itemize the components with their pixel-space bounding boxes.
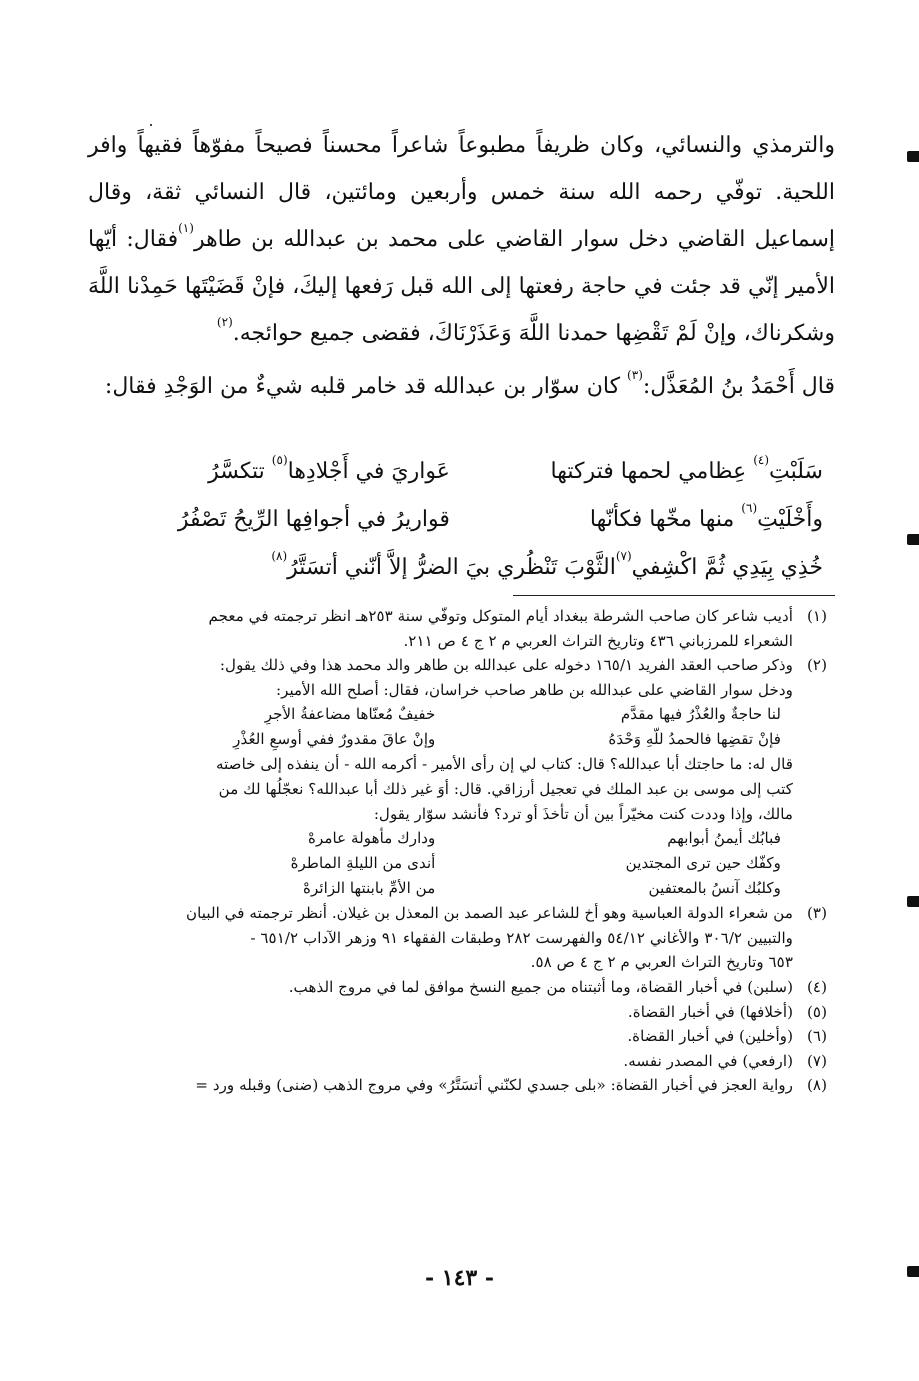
footnote-number: (٢) xyxy=(806,656,827,675)
footnote-marker: (٨) xyxy=(271,548,288,563)
verse-text: عِظامي لحمها فتركتها xyxy=(550,459,747,484)
footnote-number: (٦) xyxy=(806,1027,827,1046)
footnote-verse xyxy=(141,727,781,752)
footnote-verse-text: وكفّك حين ترى المجتدين xyxy=(625,854,781,873)
footnote-line: كتب إلى موسى بن عبد الملك في تعجيل أرزاقي. قال: أوَ غير ذلك أبا عبدالله؟ نعجّلُها لك من xyxy=(218,779,793,798)
verse-text: خُذِي بِيَدِي ثُمَّ اكْشِفي xyxy=(631,555,823,580)
footnote-line: أديب شاعر كان صاحب الشرطة ببغداد أيام المتوكل وتوفّي سنة ٢٥٣هـ انظر ترجمته في معجم xyxy=(208,607,793,625)
footnote-number: (١) xyxy=(806,607,827,625)
footnote-line: (ارفعي) في المصدر نفسه. xyxy=(623,1051,793,1070)
edge-tab-mark xyxy=(907,534,919,545)
poem xyxy=(132,448,823,592)
footnote-marker: (٦) xyxy=(741,500,758,515)
poem-verse xyxy=(132,544,823,592)
footnote-line: الشعراء للمرزباني ٤٣٦ وتاريخ التراث العربي م ٢ ج ٤ ص ٢١١. xyxy=(403,631,793,650)
verse-text: سَلَبْتِ xyxy=(769,459,823,484)
footnote-verse xyxy=(141,876,781,901)
text-line: كان سوّار بن عبدالله قد خامر قلبه شيءٌ من xyxy=(219,374,621,399)
footnote-verse-text: وإنْ عاقَ مقدورٌ ففي أوسعِ العُذْرِ xyxy=(233,730,436,749)
footnote-line: وذكر صاحب العقد الفريد ١٦٥/١ دخوله على عبدالله بن طاهر والد محمد هذا وفي ذلك يقول: xyxy=(219,656,793,675)
poem-hemistich xyxy=(132,544,823,592)
footnote xyxy=(84,1000,827,1025)
footnote-marker: (١) xyxy=(178,220,194,235)
footnote-line: ودخل سوار القاضي على عبدالله بن طاهر صاحب خراسان، فقال: أصلح الله الأمير: xyxy=(275,680,793,699)
footnote-verse-text: خفيفٌ مُعنّاها مضاعفةُ الأجرِ xyxy=(264,705,436,724)
footnote-verse-text: أندى من الليلةِ الماطرهْ xyxy=(290,854,436,873)
footnotes xyxy=(84,604,827,1098)
text-line: الأمير إنّي قد جئت في حاجة رفعتها إلى الله قبل رَفعها إليكَ، فإنْ قَضَيْتَها حَمِدْنا xyxy=(127,274,835,299)
footnote-line: مالك، وإذا وددت كنت مخيّراً بين أن تأخذَ أو ترد؟ فأنشد سوّار يقول: xyxy=(373,804,793,823)
footnote-marker: (٥) xyxy=(271,452,288,467)
edge-tab-mark xyxy=(907,151,919,162)
footnote-verse-text: لنا حاجةٌ والعُذْرُ فيها مقدَّم xyxy=(620,705,781,724)
footnote-marker: (٣) xyxy=(627,367,643,382)
footnote xyxy=(84,1049,827,1074)
verse-text: تتكسَّرُ xyxy=(208,459,265,484)
verse-text: وأَخْلَيْتِ xyxy=(757,507,823,532)
footnote-marker: (٧) xyxy=(615,548,632,563)
footnote-marker: (٤) xyxy=(753,452,770,467)
footnote-line: (سلبن) في أخبار القضاة، وما أثبتناه من جميع النسخ موافق لما في مروج الذهب. xyxy=(288,977,793,996)
footnote-number: (٧) xyxy=(806,1051,827,1070)
edge-tab-mark xyxy=(907,896,919,907)
text-line: قال أَحْمَدُ بنُ المُعَذَّل: xyxy=(642,374,835,399)
text-line: إسماعيل القاضي دخل سوار القاضي على محمد بن عبدالله بن طاهر xyxy=(193,227,835,252)
footnote-line: رواية العجز في أخبار القضاة: «بلى جسدي لكنّني أتسَتَّرُ» وفي مروج الذهب (ضنى) وقبله ورد = xyxy=(195,1076,793,1095)
paragraph-1 xyxy=(88,122,835,357)
footnote xyxy=(84,604,827,653)
footnote-line: ٦٥٣ وتاريخ التراث العربي م ٢ ج ٤ ص ٥٨. xyxy=(530,953,793,972)
footnote xyxy=(84,653,827,901)
footnote-verse-text: من الأمِّ بابنتها الزائرهْ xyxy=(303,879,436,898)
text-line: اللَّهَ وشكرناك، وإنْ لَمْ تَقْضِها حمدنا اللَّهَ وَعَذَرْنَاكَ، فقضى جميع حوائجه. xyxy=(88,274,835,346)
poem-hemistich xyxy=(132,496,450,544)
footnote xyxy=(84,1073,827,1098)
footnote xyxy=(84,1024,827,1049)
footnote-verse xyxy=(141,826,781,851)
poem-verse xyxy=(132,496,823,544)
footnote-line: قال له: ما حاجتك أبا عبدالله؟ قال: كتاب لي إن رأى الأمير - أكرمه الله - أن ينفذه إلى خاصته xyxy=(215,755,793,774)
text-line: اللحية. توفّي رحمه الله سنة خمس وأربعين ومائتين، قال النسائي ثقة، وقال xyxy=(88,180,835,205)
footnote-line: (وأخلين) في أخبار القضاة. xyxy=(627,1027,793,1046)
footnote-marker: (٢) xyxy=(216,314,233,329)
text-line: فقال: أيّها xyxy=(88,227,179,252)
verse-text: الثَّوْبَ تَنْظُري بيَ الضرُّ إلاَّ أنّني أتسَتَّرُ xyxy=(287,555,616,580)
footnote-verse-text: فإنْ تقضِها فالحمدُ للّهِ وَحْدَهُ xyxy=(608,730,781,749)
footnote-number: (٨) xyxy=(806,1076,827,1095)
footnote-separator xyxy=(513,595,835,596)
footnote-number: (٣) xyxy=(806,904,827,923)
poem-hemistich xyxy=(478,496,824,544)
poem-hemistich xyxy=(478,448,824,496)
footnote-verse-text: ودارك مأهولة عامرهْ xyxy=(308,829,436,848)
footnote-line: والتبيين ٣٠٦/٢ والأغاني ٥٤/١٢ والفهرست ٢٨٢ وطبقات الفقهاء ٩١ وزهر الآداب ٦٥١/٢ - xyxy=(250,928,793,947)
footnote-number: (٤) xyxy=(806,977,827,996)
verse-text: عَواريَ في أَجْلادِها xyxy=(287,459,450,484)
footnote-verse xyxy=(141,702,781,727)
footnote-verse-text: فبابُك أيمنُ أبوابهم xyxy=(667,829,781,848)
footnote xyxy=(84,901,827,975)
text-line: الوَجْدِ فقال: xyxy=(104,374,213,399)
main-text xyxy=(88,122,835,410)
footnote-number: (٥) xyxy=(806,1002,827,1021)
footnote-verse xyxy=(141,851,781,876)
footnote-line: من شعراء الدولة العباسية وهو أخ للشاعر عبد الصمد بن المعذل بن غيلان. أنظر ترجمته في البيان xyxy=(186,904,793,923)
text-line: والترمذي والنسائي، وكان ظريفاً مطبوعاً شاعراً محسناً فصيحاً مفوّهاً فقيهاً وافر xyxy=(88,133,835,158)
verse-text: منها مخّها فكأنّها xyxy=(589,507,735,532)
footnote-line: (أخلافها) في أخبار القضاة. xyxy=(627,1002,793,1021)
poem-verse xyxy=(132,448,823,496)
paragraph-2 xyxy=(88,363,835,410)
footnote-verse-text: وكلبُك آنسُ بالمعتفين xyxy=(648,879,781,898)
poem-hemistich xyxy=(132,448,450,496)
footnote xyxy=(84,975,827,1000)
verse-text: قواريرُ في أجوافِها الرِّيحُ تَصْفُرُ xyxy=(177,507,450,532)
page-number: - ١٤٣ - xyxy=(424,1265,495,1291)
